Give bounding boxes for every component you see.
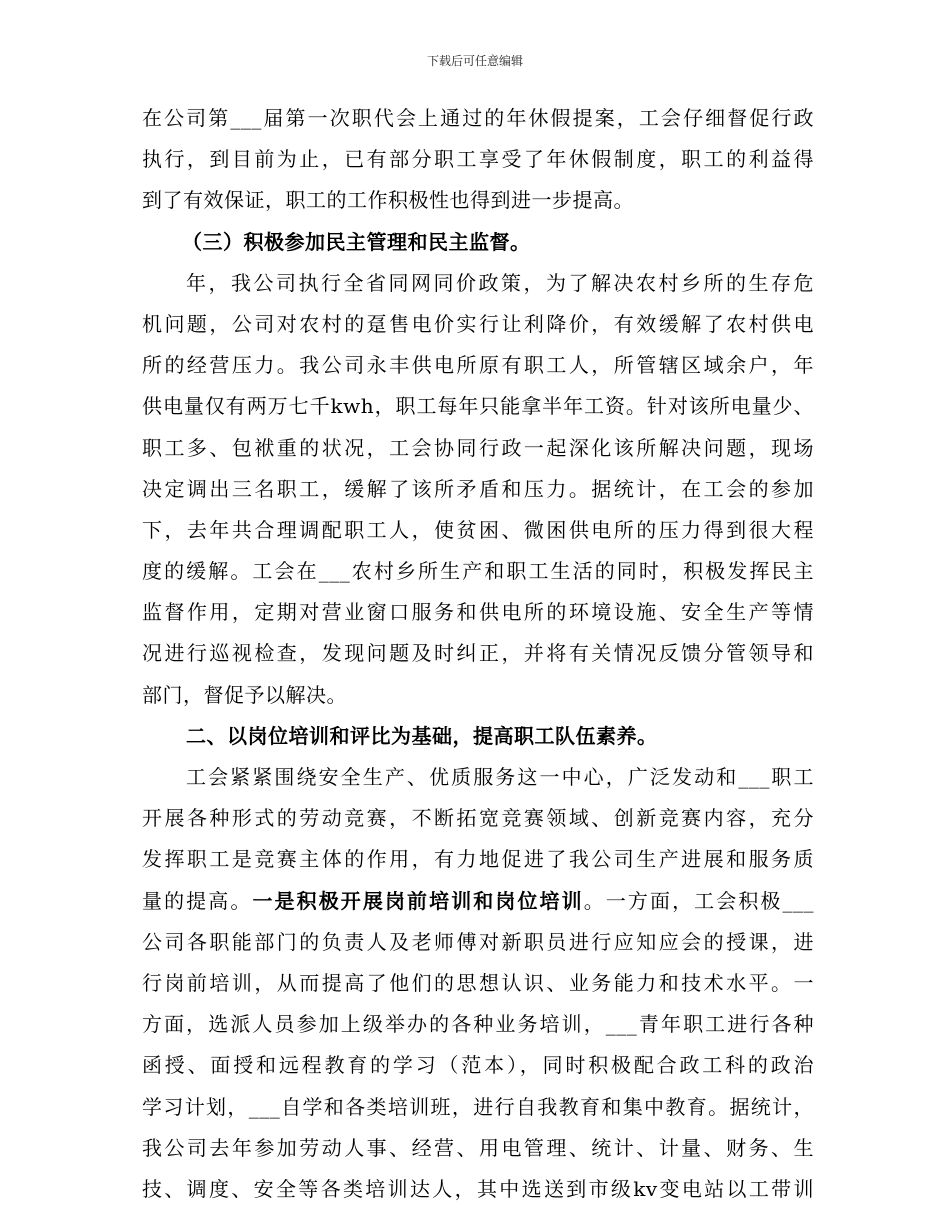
line-text: 。一方面，工会积极___ [583, 888, 814, 913]
line-text: 量的提高。 [142, 888, 253, 913]
paragraph-line: 监督作用，定期对营业窗口服务和供电所的环境设施、安全生产等情 [142, 600, 814, 625]
paragraph-line: 度的缓解。工会在___农村乡所生产和职工生活的同时，积极发挥民主 [142, 559, 814, 584]
paragraph-line: 决定调出三名职工，缓解了该所矛盾和压力。据统计，在工会的参加 [142, 476, 814, 501]
paragraph-line: 技、调度、安全等各类培训达人，其中选送到市级kv变电站以工带训 [142, 1176, 814, 1201]
paragraph-line: 函授、面授和远程教育的学习（范本），同时积极配合政工科的政治 [142, 1053, 814, 1078]
paragraph-line: 执行，到目前为止，已有部分职工享受了年休假制度，职工的利益得 [142, 147, 814, 172]
document-body [142, 98, 814, 1210]
paragraph-line: 行岗前培训，从而提高了他们的思想认识、业务能力和技术水平。一 [142, 970, 814, 995]
paragraph-line: 职工多、包袱重的状况，工会协同行政一起深化该所解决问题，现场 [142, 435, 814, 460]
paragraph-line: 学习计划，___自学和各类培训班，进行自我教育和集中教育。据统计， [142, 1094, 814, 1119]
paragraph-line: 年，我公司执行全省同网同价政策，为了解决农村乡所的生存危 [186, 270, 814, 295]
page-header: 下载后可任意编辑 [426, 54, 523, 68]
bold-emphasis: 一是积极开展岗前培训和岗位培训 [252, 888, 584, 913]
paragraph-line: 况进行巡视检查，发现问题及时纠正，并将有关情况反馈分管领导和 [142, 641, 814, 666]
paragraph-line: 机问题，公司对农村的趸售电价实行让利降价，有效缓解了农村供电 [142, 311, 814, 336]
paragraph-line: 工会紧紧围绕安全生产、优质服务这一中心，广泛发动和___职工 [186, 765, 814, 789]
paragraph-line: 部门，督促予以解决。 [142, 682, 347, 707]
paragraph-line: 公司各职能部门的负责人及老师傅对新职员进行应知应会的授课，进 [142, 929, 814, 954]
paragraph-line: 开展各种形式的劳动竞赛，不断拓宽竞赛领域、创新竞赛内容，充分 [142, 806, 814, 831]
paragraph-line: 方面，选派人员参加上级举办的各种业务培训，___青年职工进行各种 [142, 1012, 814, 1037]
paragraph-line-mixed [142, 881, 814, 922]
paragraph-line: 下，去年共合理调配职工人，使贫困、微困供电所的压力得到很大程 [142, 517, 814, 542]
paragraph-line: 在公司第___届第一次职代会上通过的年休假提案，工会仔细督促行政 [142, 106, 814, 130]
section-heading-2: 二、以岗位培训和评比为基础，提高职工队伍素养。 [186, 723, 658, 748]
paragraph-line: 供电量仅有两万七千kwh，职工每年只能拿半年工资。针对该所电量少、 [142, 394, 814, 419]
section-heading-3: （三）积极参加民主管理和民主监督。 [182, 229, 531, 254]
paragraph-line: 到了有效保证，职工的工作积极性也得到进一步提高。 [142, 188, 634, 213]
paragraph-line: 所的经营压力。我公司永丰供电所原有职工人，所管辖区域余户，年 [142, 353, 814, 378]
paragraph-line: 发挥职工是竞赛主体的作用，有力地促进了我公司生产进展和服务质 [142, 847, 814, 872]
paragraph-line: 我公司去年参加劳动人事、经营、用电管理、统计、计量、财务、生 [142, 1135, 814, 1160]
